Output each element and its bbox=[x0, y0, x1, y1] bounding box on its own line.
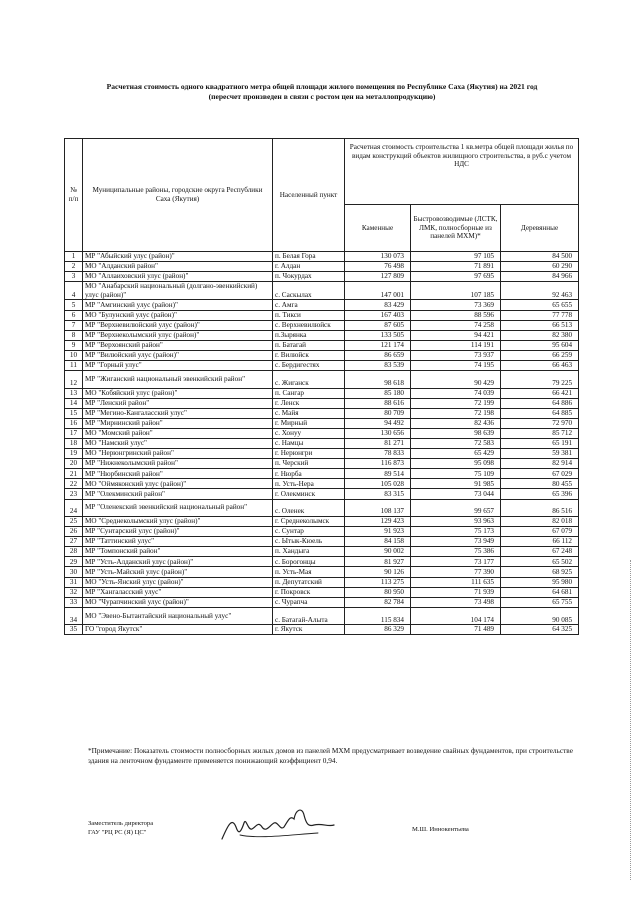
row-number: 7 bbox=[65, 320, 83, 330]
row-stone-cost: 86 659 bbox=[345, 350, 411, 360]
row-number: 19 bbox=[65, 449, 83, 459]
row-settlement: г. Нерюнгри bbox=[273, 449, 345, 459]
row-number: 3 bbox=[65, 272, 83, 282]
row-district: МО "Булунский улус (район)" bbox=[83, 310, 273, 320]
row-fast-build-cost: 71 489 bbox=[411, 625, 501, 635]
row-district: МО "Нерюнгринский район" bbox=[83, 449, 273, 459]
table-row bbox=[65, 408, 579, 418]
row-fast-build-cost: 75 109 bbox=[411, 469, 501, 479]
header-settlement: Населенный пункт bbox=[273, 139, 345, 252]
row-wood-cost: 79 225 bbox=[501, 371, 579, 388]
row-settlement: с. Борогонцы bbox=[273, 557, 345, 567]
row-wood-cost: 68 925 bbox=[501, 567, 579, 577]
row-stone-cost: 83 315 bbox=[345, 489, 411, 499]
row-stone-cost: 98 618 bbox=[345, 371, 411, 388]
table-row bbox=[65, 459, 579, 469]
row-fast-build-cost: 97 695 bbox=[411, 272, 501, 282]
row-settlement: г. Олекминск bbox=[273, 489, 345, 499]
row-stone-cost: 81 271 bbox=[345, 438, 411, 448]
header-district: Муниципальные районы, городские округа Республики Саха (Якутия) bbox=[83, 139, 273, 252]
row-wood-cost: 90 085 bbox=[501, 607, 579, 624]
table-row bbox=[65, 272, 579, 282]
row-fast-build-cost: 74 195 bbox=[411, 361, 501, 371]
row-number: 21 bbox=[65, 469, 83, 479]
row-fast-build-cost: 75 173 bbox=[411, 527, 501, 537]
row-fast-build-cost: 73 044 bbox=[411, 489, 501, 499]
row-wood-cost: 72 970 bbox=[501, 418, 579, 428]
row-district: МО "Кобяйский улус (район)" bbox=[83, 388, 273, 398]
row-number: 11 bbox=[65, 361, 83, 371]
row-district: МР "Жиганский национальный эвенкийский район" bbox=[83, 371, 273, 388]
row-fast-build-cost: 114 191 bbox=[411, 340, 501, 350]
table-row bbox=[65, 625, 579, 635]
row-settlement: п.Зырянка bbox=[273, 330, 345, 340]
row-stone-cost: 127 809 bbox=[345, 272, 411, 282]
table-row bbox=[65, 320, 579, 330]
row-fast-build-cost: 91 985 bbox=[411, 479, 501, 489]
row-district: МР "Верхневилюйский улус (район)" bbox=[83, 320, 273, 330]
row-settlement: с. Жиганск bbox=[273, 371, 345, 388]
row-wood-cost: 59 381 bbox=[501, 449, 579, 459]
row-stone-cost: 83 539 bbox=[345, 361, 411, 371]
row-number: 24 bbox=[65, 499, 83, 516]
row-fast-build-cost: 99 657 bbox=[411, 499, 501, 516]
row-number: 31 bbox=[65, 577, 83, 587]
row-wood-cost: 65 755 bbox=[501, 597, 579, 607]
row-stone-cost: 94 492 bbox=[345, 418, 411, 428]
row-stone-cost: 130 073 bbox=[345, 252, 411, 262]
row-fast-build-cost: 77 390 bbox=[411, 567, 501, 577]
signatory-role bbox=[88, 819, 153, 837]
table-row bbox=[65, 527, 579, 537]
row-wood-cost: 66 421 bbox=[501, 388, 579, 398]
row-settlement: с. Майя bbox=[273, 408, 345, 418]
row-wood-cost: 66 112 bbox=[501, 537, 579, 547]
row-district: МР "Абыйский улус (район)" bbox=[83, 252, 273, 262]
row-wood-cost: 92 463 bbox=[501, 282, 579, 300]
row-fast-build-cost: 107 185 bbox=[411, 282, 501, 300]
table-row bbox=[65, 449, 579, 459]
row-fast-build-cost: 72 199 bbox=[411, 398, 501, 408]
row-settlement: п. Усть-Мая bbox=[273, 567, 345, 577]
row-settlement: с. Оленек bbox=[273, 499, 345, 516]
table-row bbox=[65, 418, 579, 428]
row-district: МО "Анабарский национальный (долгано-эвенкийский) улус (район)" bbox=[83, 282, 273, 300]
row-stone-cost: 78 833 bbox=[345, 449, 411, 459]
row-wood-cost: 66 513 bbox=[501, 320, 579, 330]
row-number: 6 bbox=[65, 310, 83, 320]
row-stone-cost: 147 001 bbox=[345, 282, 411, 300]
row-wood-cost: 82 380 bbox=[501, 330, 579, 340]
row-settlement: г. Покровск bbox=[273, 587, 345, 597]
row-number: 1 bbox=[65, 252, 83, 262]
table-row bbox=[65, 499, 579, 516]
row-settlement: п. Чокурдах bbox=[273, 272, 345, 282]
row-wood-cost: 65 396 bbox=[501, 489, 579, 499]
row-stone-cost: 85 180 bbox=[345, 388, 411, 398]
table-row bbox=[65, 587, 579, 597]
row-settlement: с. Хонуу bbox=[273, 428, 345, 438]
table-row bbox=[65, 577, 579, 587]
row-district: МО "Оймяконский улус (район)" bbox=[83, 479, 273, 489]
row-number: 20 bbox=[65, 459, 83, 469]
table-row bbox=[65, 388, 579, 398]
row-fast-build-cost: 94 421 bbox=[411, 330, 501, 340]
row-number: 13 bbox=[65, 388, 83, 398]
row-settlement: п. Черский bbox=[273, 459, 345, 469]
row-fast-build-cost: 95 098 bbox=[411, 459, 501, 469]
row-stone-cost: 84 158 bbox=[345, 537, 411, 547]
row-number: 35 bbox=[65, 625, 83, 635]
row-wood-cost: 82 018 bbox=[501, 516, 579, 526]
row-district: МР "Олекминский район" bbox=[83, 489, 273, 499]
row-settlement: п. Сангар bbox=[273, 388, 345, 398]
row-settlement: с. Намцы bbox=[273, 438, 345, 448]
row-wood-cost: 80 455 bbox=[501, 479, 579, 489]
row-number: 16 bbox=[65, 418, 83, 428]
row-settlement: п. Депутатский bbox=[273, 577, 345, 587]
row-number: 17 bbox=[65, 428, 83, 438]
row-settlement: п. Белая Гора bbox=[273, 252, 345, 262]
table-row bbox=[65, 350, 579, 360]
header-fast-build: Быстровозводимые (ЛСТК, ЛМК, полносборные из панелей МХМ)* bbox=[411, 205, 501, 252]
row-district: МР "Хангаласский улус" bbox=[83, 587, 273, 597]
row-number: 15 bbox=[65, 408, 83, 418]
table-row bbox=[65, 516, 579, 526]
row-fast-build-cost: 90 429 bbox=[411, 371, 501, 388]
signatory-name: М.Ш. Иннокентьева bbox=[412, 826, 469, 833]
row-wood-cost: 84 966 bbox=[501, 272, 579, 282]
row-district: МР "Сунтарский улус (район)" bbox=[83, 527, 273, 537]
row-district: МО "Аллаиховский улус (район)" bbox=[83, 272, 273, 282]
title-main: Расчетная стоимость одного квадратного метра общей площади жилого помещения по Республике Саха (Якутия) на 2021 год bbox=[106, 82, 538, 91]
signatory-organization: ГАУ "РЦ РС (Я) ЦС" bbox=[88, 829, 147, 836]
row-stone-cost: 89 514 bbox=[345, 469, 411, 479]
row-fast-build-cost: 73 949 bbox=[411, 537, 501, 547]
row-number: 26 bbox=[65, 527, 83, 537]
row-number: 33 bbox=[65, 597, 83, 607]
row-district: МР "Ленский район" bbox=[83, 398, 273, 408]
row-stone-cost: 76 498 bbox=[345, 262, 411, 272]
row-number: 25 bbox=[65, 516, 83, 526]
row-stone-cost: 108 137 bbox=[345, 499, 411, 516]
row-settlement: п. Хандыга bbox=[273, 547, 345, 557]
table-row bbox=[65, 262, 579, 272]
row-wood-cost: 95 980 bbox=[501, 577, 579, 587]
footnote: *Примечание: Показатель стоимости полносборных жилых домов из панелей МХМ предусматривает возведение свайных фундаментов, при строительстве здания на ленточном фундаменте применяется понижающий коэффициент 0,94. bbox=[88, 746, 573, 765]
table-row bbox=[65, 489, 579, 499]
row-district: МО "Момский район" bbox=[83, 428, 273, 438]
table-row bbox=[65, 300, 579, 310]
row-district: МР "Вилюйский улус (район)" bbox=[83, 350, 273, 360]
table-row bbox=[65, 597, 579, 607]
row-district: МР "Мегино-Кангаласский улус" bbox=[83, 408, 273, 418]
row-settlement: с. Верхневилюйск bbox=[273, 320, 345, 330]
row-fast-build-cost: 73 369 bbox=[411, 300, 501, 310]
row-district: МР "Амгинский улус (район)" bbox=[83, 300, 273, 310]
row-wood-cost: 64 325 bbox=[501, 625, 579, 635]
row-fast-build-cost: 93 963 bbox=[411, 516, 501, 526]
cost-table bbox=[64, 138, 579, 635]
row-wood-cost: 86 516 bbox=[501, 499, 579, 516]
table-body bbox=[65, 252, 579, 635]
row-fast-build-cost: 75 386 bbox=[411, 547, 501, 557]
row-stone-cost: 88 616 bbox=[345, 398, 411, 408]
row-settlement: с. Саскылах bbox=[273, 282, 345, 300]
row-stone-cost: 105 028 bbox=[345, 479, 411, 489]
header-cost-group: Расчетная стоимость строительства 1 кв.метра общей площади жилья по видам конструкций объектов жилищного строительства, в руб.с учетом НДС bbox=[345, 139, 579, 205]
table-row bbox=[65, 252, 579, 262]
row-district: МР "Горный улус" bbox=[83, 361, 273, 371]
row-settlement: г. Алдан bbox=[273, 262, 345, 272]
row-settlement: с. Ытык-Кюель bbox=[273, 537, 345, 547]
scan-edge-mark bbox=[630, 560, 632, 880]
row-settlement: п. Усть-Нера bbox=[273, 479, 345, 489]
table-row bbox=[65, 371, 579, 388]
table-row bbox=[65, 547, 579, 557]
row-number: 29 bbox=[65, 557, 83, 567]
table-row bbox=[65, 310, 579, 320]
row-settlement: с. Амга bbox=[273, 300, 345, 310]
row-district: МР "Нижнеколымский район" bbox=[83, 459, 273, 469]
row-district: МР "Верхоянский район" bbox=[83, 340, 273, 350]
row-district: МР "Томпонский район" bbox=[83, 547, 273, 557]
row-stone-cost: 87 605 bbox=[345, 320, 411, 330]
row-fast-build-cost: 97 105 bbox=[411, 252, 501, 262]
row-stone-cost: 130 656 bbox=[345, 428, 411, 438]
row-number: 18 bbox=[65, 438, 83, 448]
header-stone: Каменные bbox=[345, 205, 411, 252]
row-number: 28 bbox=[65, 547, 83, 557]
row-wood-cost: 67 079 bbox=[501, 527, 579, 537]
row-settlement: с. Сунтар bbox=[273, 527, 345, 537]
row-fast-build-cost: 71 939 bbox=[411, 587, 501, 597]
row-fast-build-cost: 74 039 bbox=[411, 388, 501, 398]
table-row bbox=[65, 567, 579, 577]
row-stone-cost: 80 709 bbox=[345, 408, 411, 418]
row-stone-cost: 133 505 bbox=[345, 330, 411, 340]
row-number: 14 bbox=[65, 398, 83, 408]
row-wood-cost: 66 259 bbox=[501, 350, 579, 360]
row-fast-build-cost: 72 583 bbox=[411, 438, 501, 448]
table-row bbox=[65, 479, 579, 489]
row-wood-cost: 84 500 bbox=[501, 252, 579, 262]
row-stone-cost: 116 873 bbox=[345, 459, 411, 469]
row-number: 32 bbox=[65, 587, 83, 597]
row-number: 23 bbox=[65, 489, 83, 499]
row-district: МО "Усть-Янский улус (район)" bbox=[83, 577, 273, 587]
row-settlement: г. Среднеколымск bbox=[273, 516, 345, 526]
table-row bbox=[65, 438, 579, 448]
row-stone-cost: 83 429 bbox=[345, 300, 411, 310]
row-fast-build-cost: 71 891 bbox=[411, 262, 501, 272]
row-wood-cost: 95 604 bbox=[501, 340, 579, 350]
handwritten-signature bbox=[218, 805, 338, 845]
row-settlement: г. Вилюйск bbox=[273, 350, 345, 360]
header-num: № п/п bbox=[65, 139, 83, 252]
row-settlement: г. Якутск bbox=[273, 625, 345, 635]
row-district: МР "Нюрбинский район" bbox=[83, 469, 273, 479]
row-stone-cost: 113 275 bbox=[345, 577, 411, 587]
row-stone-cost: 90 126 bbox=[345, 567, 411, 577]
row-district: МР "Оленекский эвенкийский национальный район" bbox=[83, 499, 273, 516]
row-wood-cost: 65 655 bbox=[501, 300, 579, 310]
row-district: ГО "город Якутск" bbox=[83, 625, 273, 635]
row-number: 34 bbox=[65, 607, 83, 624]
row-district: МО "Алданский район" bbox=[83, 262, 273, 272]
row-number: 10 bbox=[65, 350, 83, 360]
table-row bbox=[65, 557, 579, 567]
row-stone-cost: 80 950 bbox=[345, 587, 411, 597]
row-stone-cost: 90 002 bbox=[345, 547, 411, 557]
document-title bbox=[62, 82, 582, 102]
row-fast-build-cost: 73 177 bbox=[411, 557, 501, 567]
row-fast-build-cost: 88 596 bbox=[411, 310, 501, 320]
row-wood-cost: 60 290 bbox=[501, 262, 579, 272]
row-settlement: г. Ленск bbox=[273, 398, 345, 408]
row-number: 9 bbox=[65, 340, 83, 350]
row-number: 8 bbox=[65, 330, 83, 340]
row-fast-build-cost: 98 639 bbox=[411, 428, 501, 438]
row-district: МО "Чурапчинский улус (район)" bbox=[83, 597, 273, 607]
signatory-role-line1: Заместитель директора bbox=[88, 820, 154, 827]
row-number: 27 bbox=[65, 537, 83, 547]
header-wood: Деревянные bbox=[501, 205, 579, 252]
row-number: 12 bbox=[65, 371, 83, 388]
row-number: 22 bbox=[65, 479, 83, 489]
row-number: 4 bbox=[65, 282, 83, 300]
row-number: 30 bbox=[65, 567, 83, 577]
row-stone-cost: 167 403 bbox=[345, 310, 411, 320]
row-district: МО "Среднеколымский улус (район)" bbox=[83, 516, 273, 526]
row-wood-cost: 66 463 bbox=[501, 361, 579, 371]
table-row bbox=[65, 428, 579, 438]
row-district: МР "Верхнеколымский улус (район)" bbox=[83, 330, 273, 340]
row-stone-cost: 81 927 bbox=[345, 557, 411, 567]
row-fast-build-cost: 72 198 bbox=[411, 408, 501, 418]
row-stone-cost: 129 423 bbox=[345, 516, 411, 526]
row-wood-cost: 64 886 bbox=[501, 398, 579, 408]
row-fast-build-cost: 65 429 bbox=[411, 449, 501, 459]
table-row bbox=[65, 398, 579, 408]
row-settlement: с. Чурапча bbox=[273, 597, 345, 607]
row-wood-cost: 67 029 bbox=[501, 469, 579, 479]
row-wood-cost: 65 191 bbox=[501, 438, 579, 448]
row-district: МР "Усть-Алданский улус (район)" bbox=[83, 557, 273, 567]
row-fast-build-cost: 73 937 bbox=[411, 350, 501, 360]
row-wood-cost: 85 712 bbox=[501, 428, 579, 438]
row-district: МО "Эвено-Бытантайский национальный улус" bbox=[83, 607, 273, 624]
row-district: МР "Мирнинский район" bbox=[83, 418, 273, 428]
row-stone-cost: 91 923 bbox=[345, 527, 411, 537]
row-fast-build-cost: 111 635 bbox=[411, 577, 501, 587]
row-wood-cost: 64 681 bbox=[501, 587, 579, 597]
row-settlement: с. Батагай-Алыта bbox=[273, 607, 345, 624]
row-fast-build-cost: 74 258 bbox=[411, 320, 501, 330]
table-row bbox=[65, 537, 579, 547]
table-row bbox=[65, 330, 579, 340]
title-subtitle: (пересчет произведен в связи с ростом цен на металлопродукцию) bbox=[208, 92, 436, 101]
row-stone-cost: 82 784 bbox=[345, 597, 411, 607]
row-stone-cost: 121 174 bbox=[345, 340, 411, 350]
row-wood-cost: 82 914 bbox=[501, 459, 579, 469]
row-number: 2 bbox=[65, 262, 83, 272]
row-settlement: г. Нюрба bbox=[273, 469, 345, 479]
row-wood-cost: 77 778 bbox=[501, 310, 579, 320]
row-stone-cost: 86 329 bbox=[345, 625, 411, 635]
row-fast-build-cost: 82 436 bbox=[411, 418, 501, 428]
row-wood-cost: 64 885 bbox=[501, 408, 579, 418]
row-district: МО "Намский улус" bbox=[83, 438, 273, 448]
row-settlement: п. Батагай bbox=[273, 340, 345, 350]
row-wood-cost: 65 502 bbox=[501, 557, 579, 567]
row-settlement: п. Тикси bbox=[273, 310, 345, 320]
table-row bbox=[65, 361, 579, 371]
row-district: МР "Усть-Майский улус (район)" bbox=[83, 567, 273, 577]
table-row bbox=[65, 340, 579, 350]
row-settlement: г. Мирный bbox=[273, 418, 345, 428]
row-wood-cost: 67 248 bbox=[501, 547, 579, 557]
table-row bbox=[65, 607, 579, 624]
table-row bbox=[65, 282, 579, 300]
row-fast-build-cost: 73 498 bbox=[411, 597, 501, 607]
row-district: МР "Таттинский улус" bbox=[83, 537, 273, 547]
table-row bbox=[65, 469, 579, 479]
row-settlement: с. Бердигестях bbox=[273, 361, 345, 371]
row-stone-cost: 115 834 bbox=[345, 607, 411, 624]
row-fast-build-cost: 104 174 bbox=[411, 607, 501, 624]
row-number: 5 bbox=[65, 300, 83, 310]
